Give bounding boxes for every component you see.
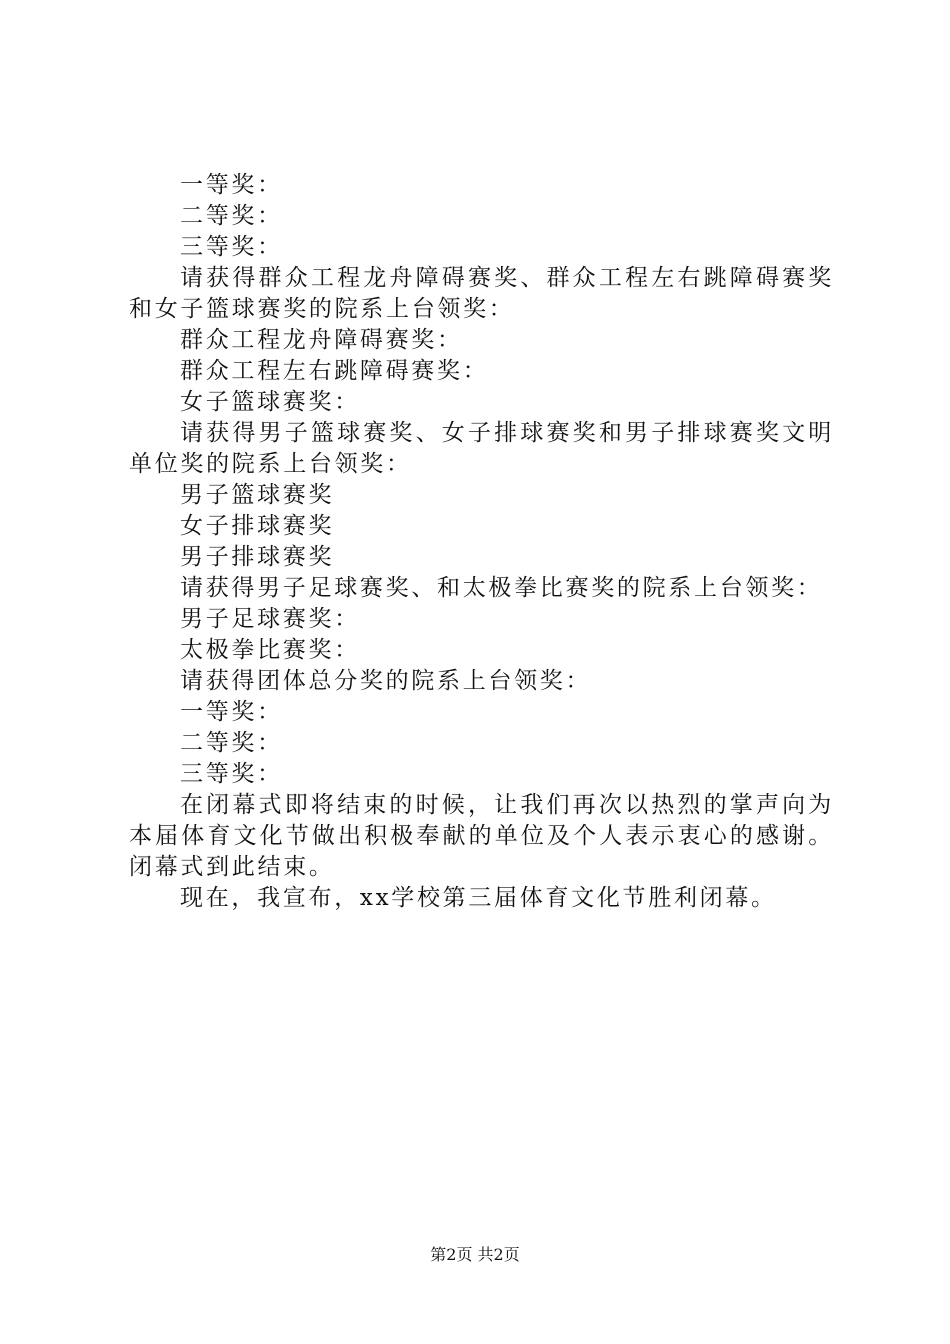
paragraph-team-first-prize: 一等奖： bbox=[180, 699, 283, 725]
paragraph-womens-volleyball-award: 女子排球赛奖 bbox=[180, 513, 335, 539]
paragraph-invite-ball-games: 请获得男子篮球赛奖、女子排球赛奖和男子排球赛奖文明单位奖的院系上台领奖： bbox=[129, 420, 834, 477]
paragraph-team-third-prize: 三等奖： bbox=[180, 761, 283, 787]
page-footer: 第2页 共2页 bbox=[430, 1245, 520, 1264]
paragraph-dragon-boat-award: 群众工程龙舟障碍赛奖： bbox=[180, 327, 463, 353]
paragraph-mens-football-award: 男子足球赛奖： bbox=[180, 606, 360, 632]
paragraph-third-prize: 三等奖： bbox=[180, 234, 283, 260]
document-body bbox=[129, 170, 834, 914]
paragraph-team-second-prize: 二等奖： bbox=[180, 730, 283, 756]
paragraph-invite-football-taichi: 请获得男子足球赛奖、和太极拳比赛奖的院系上台领奖： bbox=[180, 575, 823, 601]
paragraph-first-prize: 一等奖： bbox=[180, 172, 283, 198]
paragraph-second-prize: 二等奖： bbox=[180, 203, 283, 229]
paragraph-jump-obstacle-award: 群众工程左右跳障碍赛奖： bbox=[180, 358, 489, 384]
paragraph-invite-mass-events: 请获得群众工程龙舟障碍赛奖、群众工程左右跳障碍赛奖和女子篮球赛奖的院系上台领奖： bbox=[129, 265, 834, 322]
paragraph-taichi-award: 太极拳比赛奖： bbox=[180, 637, 360, 663]
paragraph-invite-team-total: 请获得团体总分奖的院系上台领奖： bbox=[180, 668, 592, 694]
paragraph-mens-basketball-award: 男子篮球赛奖 bbox=[180, 482, 335, 508]
paragraph-womens-basketball-award: 女子篮球赛奖： bbox=[180, 389, 360, 415]
paragraph-closing-declaration: 现在，我宣布，xx学校第三届体育文化节胜利闭幕。 bbox=[180, 885, 777, 911]
paragraph-mens-volleyball-award: 男子排球赛奖 bbox=[180, 544, 335, 570]
paragraph-closing-thanks: 在闭幕式即将结束的时候，让我们再次以热烈的掌声向为本届体育文化节做出积极奉献的单位及个人表示衷心的感谢。闭幕式到此结束。 bbox=[129, 792, 834, 880]
